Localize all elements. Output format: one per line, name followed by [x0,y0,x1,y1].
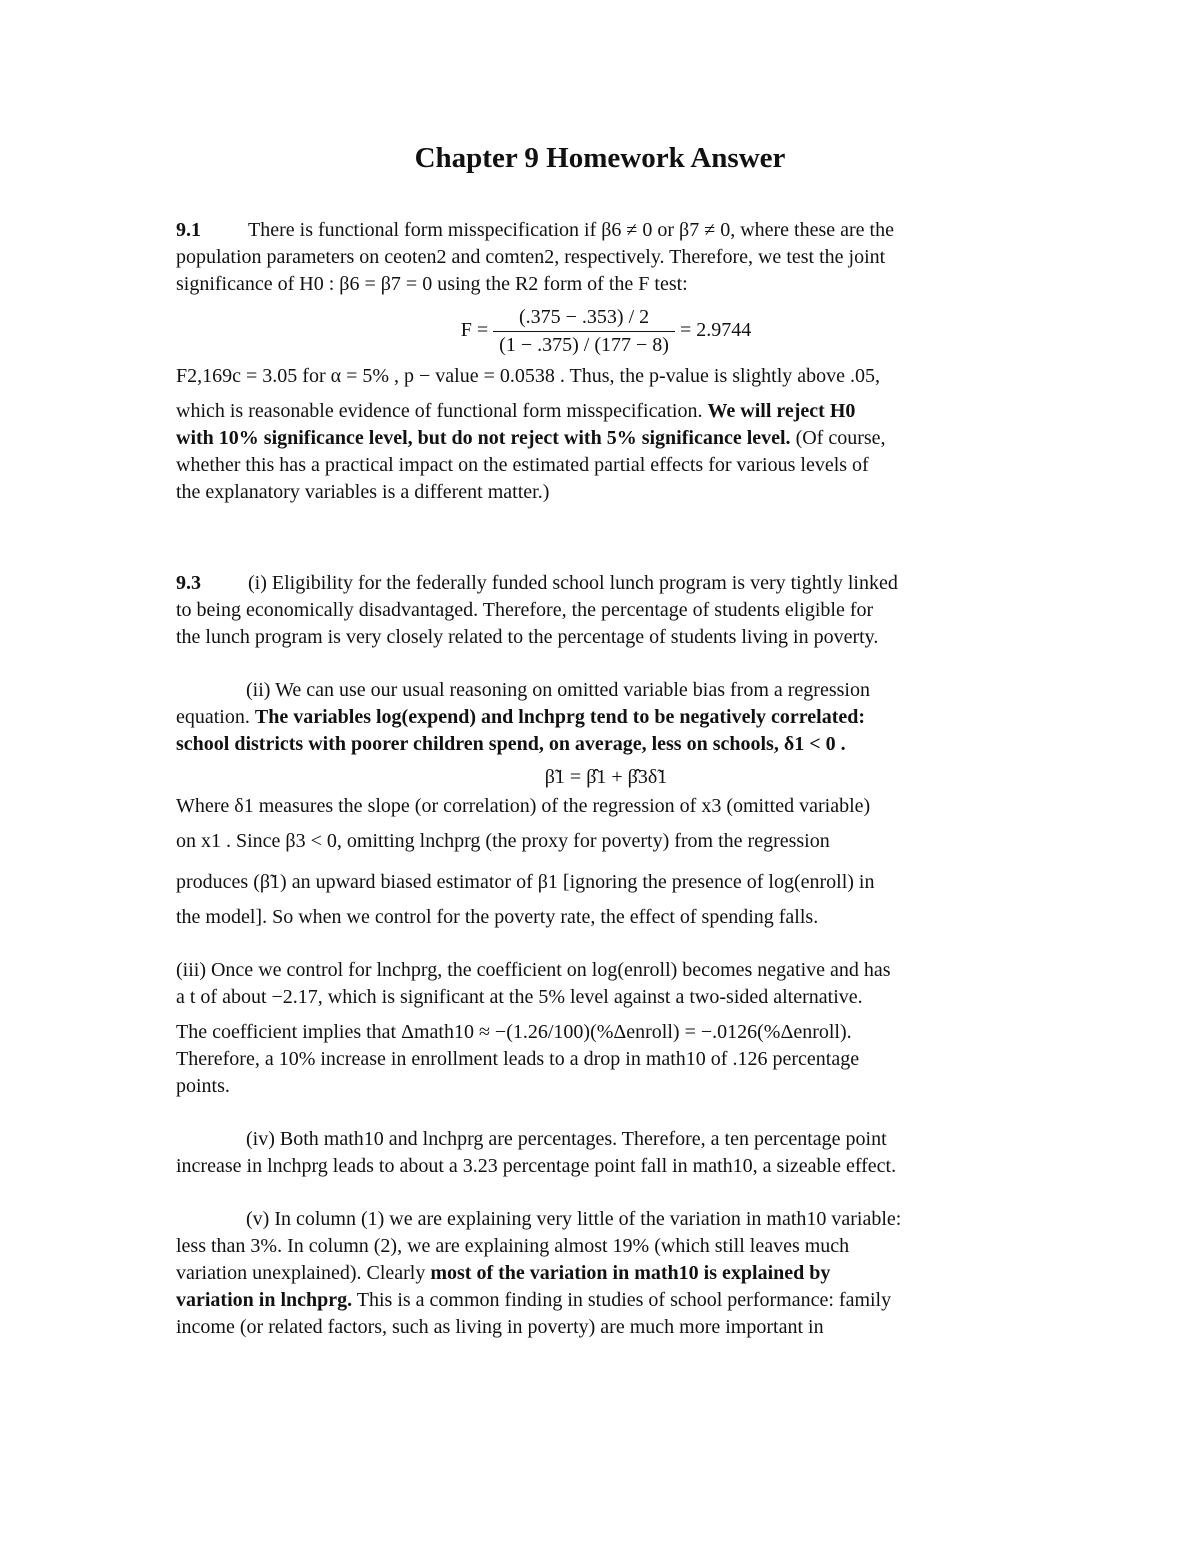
text-line: on x1 . Since β3 < 0, omitting lnchprg (the proxy for poverty) from the regression [176,830,830,852]
answer-9-3 [176,570,1036,1341]
text-line: the model]. So when we control for the poverty rate, the effect of spending falls. [176,906,819,928]
text-line: (iv) Both math10 and lnchprg are percentages. Therefore, a ten percentage point [246,1128,887,1150]
text-span: equation. [176,706,250,728]
text-line: F2,169c = 3.05 for α = 5% , p − value = 0.0538 . Thus, the p-value is slightly above .05, [176,365,881,387]
text-line: less than 3%. In column (2), we are explaining almost 19% (which still leaves much [176,1235,850,1257]
answer-9-3-part-i-line-1 [176,570,1036,597]
text-line: increase in lnchprg leads to about a 3.23 percentage point fall in math10, a sizeable effect. [176,1155,897,1177]
text-line: (ii) We can use our usual reasoning on omitted variable bias from a regression [246,679,870,701]
text-line: (v) In column (1) we are explaining very little of the variation in math10 variable: [246,1208,902,1230]
bias-equation: β̃1 = β̂1 + β̂3δ̃1 [544,766,668,788]
text-line: (i) Eligibility for the federally funded school lunch program is very tightly linked [248,572,898,594]
text-line: the lunch program is very closely related to the percentage of students living in poverty. [176,626,879,648]
equation-rhs: = 2.9744 [679,319,752,342]
text-span: variation unexplained). Clearly [176,1262,426,1284]
text-line: a t of about −2.17, which is significant at the 5% level against a two-sided alternative. [176,986,863,1008]
text-line: school districts with poorer children spend, on average, less on schools, δ1 < 0 . [176,733,846,755]
text-line: produces (β̃1) an upward biased estimator of β1 [ignoring the presence of log(enroll) in [176,871,875,893]
equation-lhs: F = [460,319,489,342]
text-span: (Of course, [795,427,886,449]
answer-9-1 [176,217,1036,506]
answer-9-1-line-1 [176,217,1036,244]
text-line: to being economically disadvantaged. Therefore, the percentage of students eligible for [176,599,874,621]
text-line [176,1287,1036,1314]
text-line: There is functional form misspecification if β6 ≠ 0 or β7 ≠ 0, where these are the [248,219,894,241]
bold-text: variation in lnchprg. [176,1289,353,1311]
text-line: significance of H0 : β6 = β7 = 0 using the R2 form of the F test: [176,273,688,295]
answer-number: 9.3 [176,572,201,594]
equation-denominator: (1 − .375) / (177 − 8) [499,334,669,356]
text-line: population parameters on ceoten2 and comten2, respectively. Therefore, we test the joint [176,246,886,268]
bold-text: with 10% significance level, but do not reject with 5% significance level. [176,427,791,449]
text-line: points. [176,1075,230,1097]
bold-text: We will reject H0 [707,400,856,422]
f-statistic-equation [176,304,1036,359]
page-title: Chapter 9 Homework Answer [414,142,786,174]
text-line [176,1260,1036,1287]
equation-fraction [493,304,675,359]
text-line: (iii) Once we control for lnchprg, the coefficient on log(enroll) becomes negative and has [176,959,891,981]
text-line [176,425,1036,452]
text-line: income (or related factors, such as living in poverty) are much more important in [176,1316,824,1338]
answer-number: 9.1 [176,219,201,241]
text-line: Therefore, a 10% increase in enrollment leads to a drop in math10 of .126 percentage [176,1048,860,1070]
text-line: whether this has a practical impact on the estimated partial effects for various levels of [176,454,869,476]
bold-text: The variables log(expend) and lnchprg tend to be negatively correlated: [254,706,866,728]
text-line: the explanatory variables is a different matter.) [176,481,550,503]
text-span: which is reasonable evidence of functional form misspecification. [176,400,703,422]
text-span: This is a common finding in studies of school performance: family [356,1289,892,1311]
bold-text: most of the variation in math10 is explained by [430,1262,831,1284]
text-line [176,704,1036,731]
equation-numerator: (.375 − .353) / 2 [493,304,675,332]
text-line: The coefficient implies that Δmath10 ≈ −(1.26/100)(%Δenroll) = −.0126(%Δenroll). [176,1021,852,1043]
text-line [176,398,1036,425]
text-line: Where δ1 measures the slope (or correlation) of the regression of x3 (omitted variable) [176,795,871,817]
